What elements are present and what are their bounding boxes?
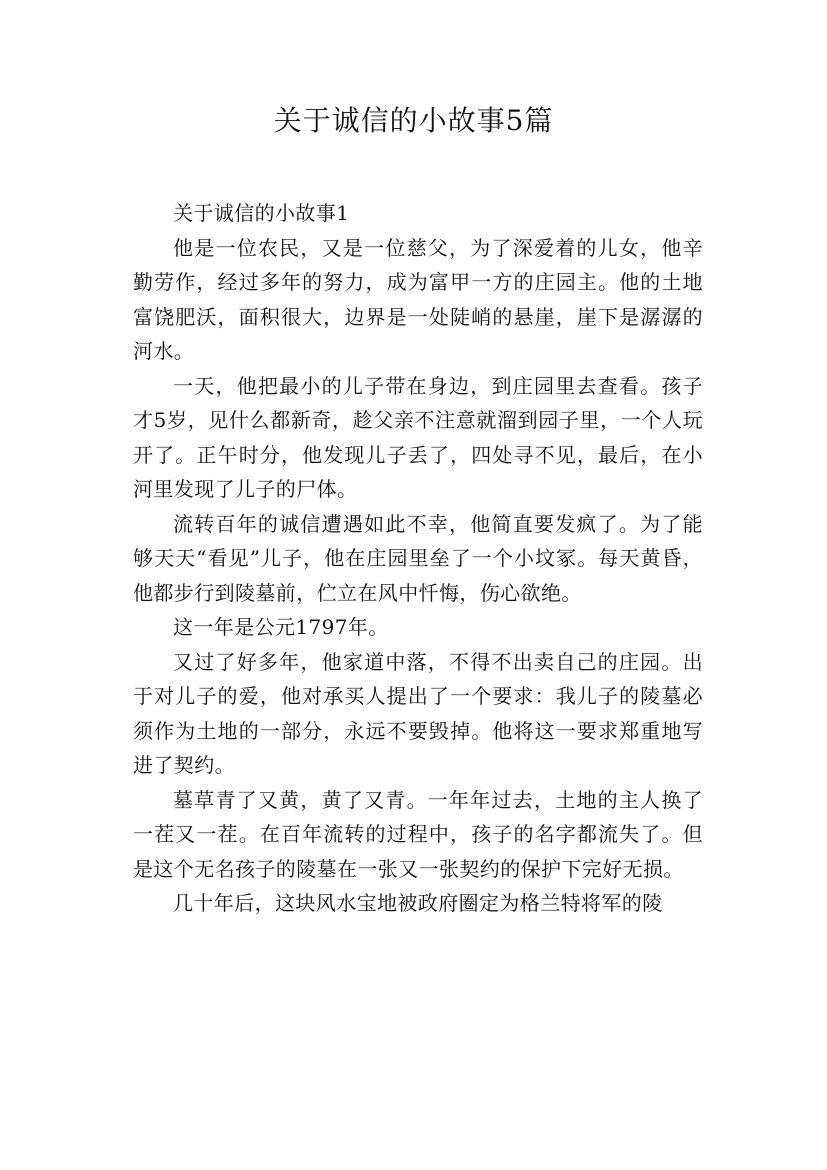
story-heading: 关于诚信的小故事1 (173, 201, 350, 225)
paragraph: 这一年是公元1797年。 (173, 615, 389, 639)
paragraph: 又过了好多年，他家道中落，不得不出卖自己的庄园。出于对儿子的爱，他对承买人提出了一个要求：我儿子的陵墓必须作为土地的一部分，永远不要毁掉。他将这一要求郑重地写进了契约。 (133, 649, 703, 777)
paragraph: 墓草青了又黄，黄了又青。一年年过去，土地的主人换了一茬又一茬。在百年流转的过程中，孩子的名字都流失了。但是这个无名孩子的陵墓在一张又一张契约的保护下完好无损。 (133, 787, 703, 881)
paragraph: 他是一位农民，又是一位慈父，为了深爱着的儿女，他辛勤劳作，经过多年的努力，成为富甲一方的庄园主。他的土地富饶肥沃，面积很大，边界是一处陡峭的悬崖，崖下是潺潺的河水。 (133, 235, 703, 363)
paragraph: 一天，他把最小的儿子带在身边，到庄园里去查看。孩子才5岁，见什么都新奇，趁父亲不注意就溜到园子里，一个人玩开了。正午时分，他发现儿子丢了，四处寻不见，最后，在小河里发现了儿子的尸体。 (133, 373, 703, 501)
document-body (133, 196, 703, 921)
document-title: 关于诚信的小故事5篇 (273, 104, 554, 137)
paragraph: 几十年后，这块风水宝地被政府圈定为格兰特将军的陵 (173, 891, 663, 915)
paragraph: 流转百年的诚信遭遇如此不幸，他简直要发疯了。为了能够天天“看见”儿子，他在庄园里垒了一个小坟冢。每天黄昏，他都步行到陵墓前，伫立在风中忏悔，伤心欲绝。 (133, 511, 703, 605)
